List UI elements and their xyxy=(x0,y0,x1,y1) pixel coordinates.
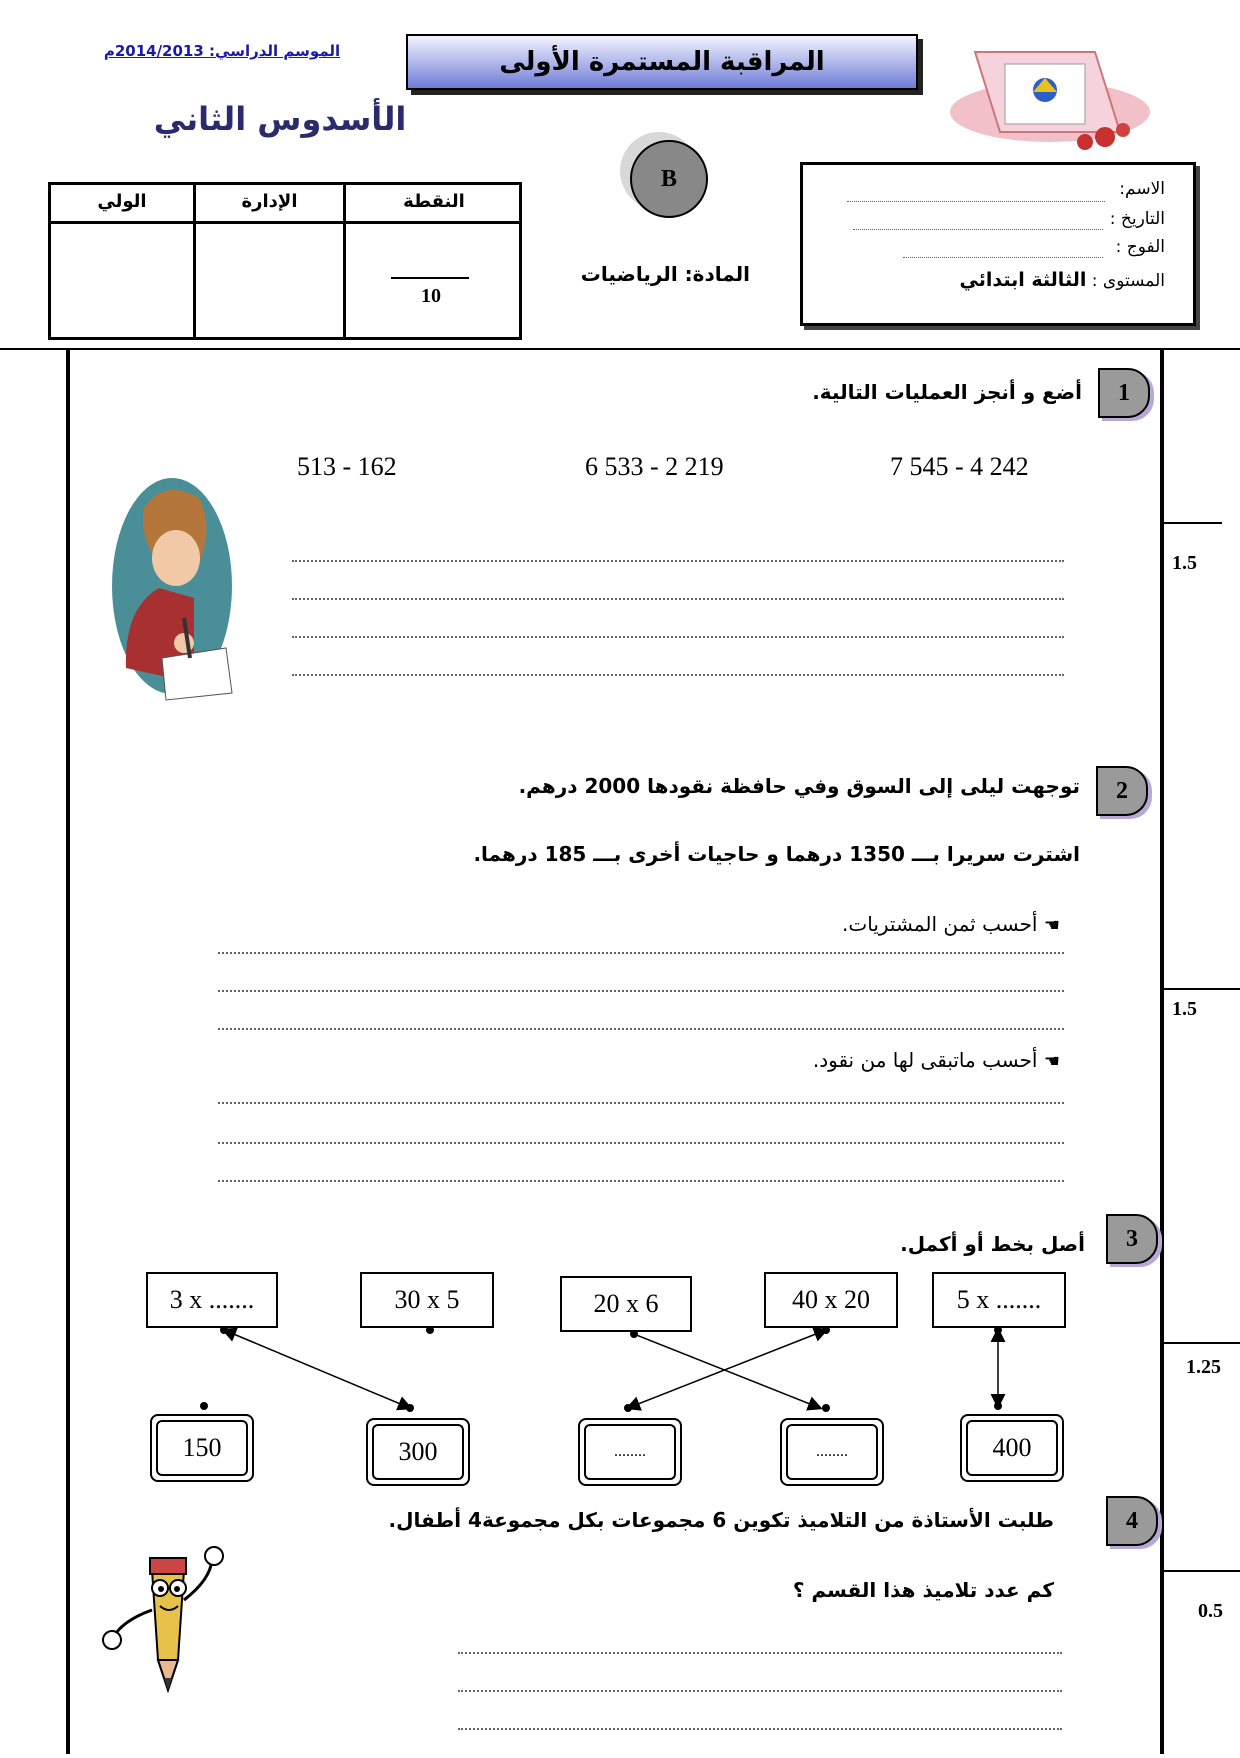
group-field[interactable] xyxy=(903,257,1103,258)
grade-header-score: النقطة xyxy=(403,191,465,212)
question-2-number: 2 xyxy=(1096,766,1148,816)
date-field[interactable] xyxy=(853,229,1103,230)
question-2-line-2: اشترت سريرا بـــ 1350 درهما و حاجيات أخرى بـــ 185 درهما. xyxy=(473,842,1080,866)
question-2-score: 1.5 xyxy=(1172,998,1197,1020)
semester-title: الأسدوس الثاني xyxy=(153,100,407,138)
answer-line[interactable] xyxy=(218,990,1064,992)
top-box-2: 30 x 5 xyxy=(360,1272,494,1328)
answer-line[interactable] xyxy=(458,1652,1062,1654)
pointing-hand-icon: ☚ xyxy=(1043,1051,1060,1072)
header-divider xyxy=(0,348,1240,350)
answer-line[interactable] xyxy=(292,598,1064,600)
bottom-box-4[interactable]: ........ xyxy=(780,1418,884,1486)
version-badge: B xyxy=(630,140,708,218)
level-line xyxy=(960,269,1165,291)
grade-header-guardian: الولي xyxy=(97,191,147,212)
answer-line[interactable] xyxy=(218,952,1064,954)
operation-3: 513 - 162 xyxy=(297,452,397,481)
bottom-box-2: 300 xyxy=(366,1418,470,1486)
question-4-number: 4 xyxy=(1106,1496,1158,1546)
bottom-box-3[interactable]: ........ xyxy=(578,1418,682,1486)
question-2-task-2 xyxy=(813,1048,1060,1072)
task-2-text: أحسب ماتبقى لها من نقود. xyxy=(812,1048,1038,1072)
exam-title: المراقبة المستمرة الأولى xyxy=(499,47,825,77)
grade-denominator: 10 xyxy=(421,285,441,307)
group-label: الفوج : xyxy=(1115,237,1165,257)
question-3-score: 1.25 xyxy=(1186,1356,1221,1378)
bottom-box-5: 400 xyxy=(960,1414,1064,1482)
answer-line[interactable] xyxy=(458,1690,1062,1692)
student-info-box xyxy=(800,162,1196,326)
top-box-4: 40 x 20 xyxy=(764,1272,898,1328)
task-1-text: أحسب ثمن المشتريات. xyxy=(842,912,1038,936)
answer-line[interactable] xyxy=(218,1102,1064,1104)
name-label: الاسم: xyxy=(1119,179,1165,199)
question-1-text: أضع و أنجز العمليات التالية. xyxy=(812,380,1082,404)
question-2-task-1 xyxy=(842,912,1060,936)
top-box-3: 20 x 6 xyxy=(560,1276,692,1332)
date-label: التاريخ : xyxy=(1109,209,1165,229)
answer-line[interactable] xyxy=(218,1180,1064,1182)
grade-header-admin: الإدارة xyxy=(241,191,298,212)
score-divider xyxy=(1162,1570,1240,1572)
left-margin-line xyxy=(66,350,70,1754)
title-banner xyxy=(406,34,918,90)
answer-line[interactable] xyxy=(218,1142,1064,1144)
pencil-character-illustration xyxy=(100,1540,240,1700)
question-4-line-1: طلبت الأستاذة من التلاميذ تكوين 6 مجموعات بكل مجموعة4 أطفال. xyxy=(388,1508,1054,1532)
operation-2: 6 533 - 2 219 xyxy=(585,452,724,481)
level-value: الثالثة ابتدائي xyxy=(959,269,1087,291)
top-box-5: 5 x ....... xyxy=(932,1272,1066,1328)
answer-line[interactable] xyxy=(292,674,1064,676)
question-1-score: 1.5 xyxy=(1172,552,1197,574)
score-divider xyxy=(1162,522,1222,524)
grade-fraction-line xyxy=(391,277,469,279)
bottom-box-1: 150 xyxy=(150,1414,254,1482)
answer-line[interactable] xyxy=(218,1028,1064,1030)
top-box-1: 3 x ....... xyxy=(146,1272,278,1328)
answer-line[interactable] xyxy=(458,1728,1062,1730)
score-divider xyxy=(1162,1342,1240,1344)
score-divider xyxy=(1162,988,1240,990)
subject-label: المادة: الرياضيات xyxy=(580,262,750,286)
question-4-line-2: كم عدد تلاميذ هذا القسم ؟ xyxy=(792,1578,1054,1602)
pointing-hand-icon: ☚ xyxy=(1043,915,1060,936)
level-label: المستوى : xyxy=(1091,271,1165,291)
question-4-score: 0.5 xyxy=(1198,1600,1223,1622)
question-2-line-1: توجهت ليلى إلى السوق وفي حافظة نقودها 2000 درهم. xyxy=(518,774,1080,798)
answer-line[interactable] xyxy=(292,636,1064,638)
answer-line[interactable] xyxy=(292,560,1064,562)
question-1-number: 1 xyxy=(1098,368,1150,418)
school-season: الموسم الدراسي: 2014/2013م xyxy=(103,42,341,60)
question-3-number: 3 xyxy=(1106,1214,1158,1264)
operation-1: 7 545 - 4 242 xyxy=(890,452,1029,481)
right-margin-line xyxy=(1160,350,1164,1754)
grade-table xyxy=(48,182,522,340)
school-logo xyxy=(945,42,1155,152)
boy-writing-illustration xyxy=(104,468,234,708)
name-field[interactable] xyxy=(847,201,1105,202)
question-3-text: أصل بخط أو أكمل. xyxy=(900,1232,1085,1256)
